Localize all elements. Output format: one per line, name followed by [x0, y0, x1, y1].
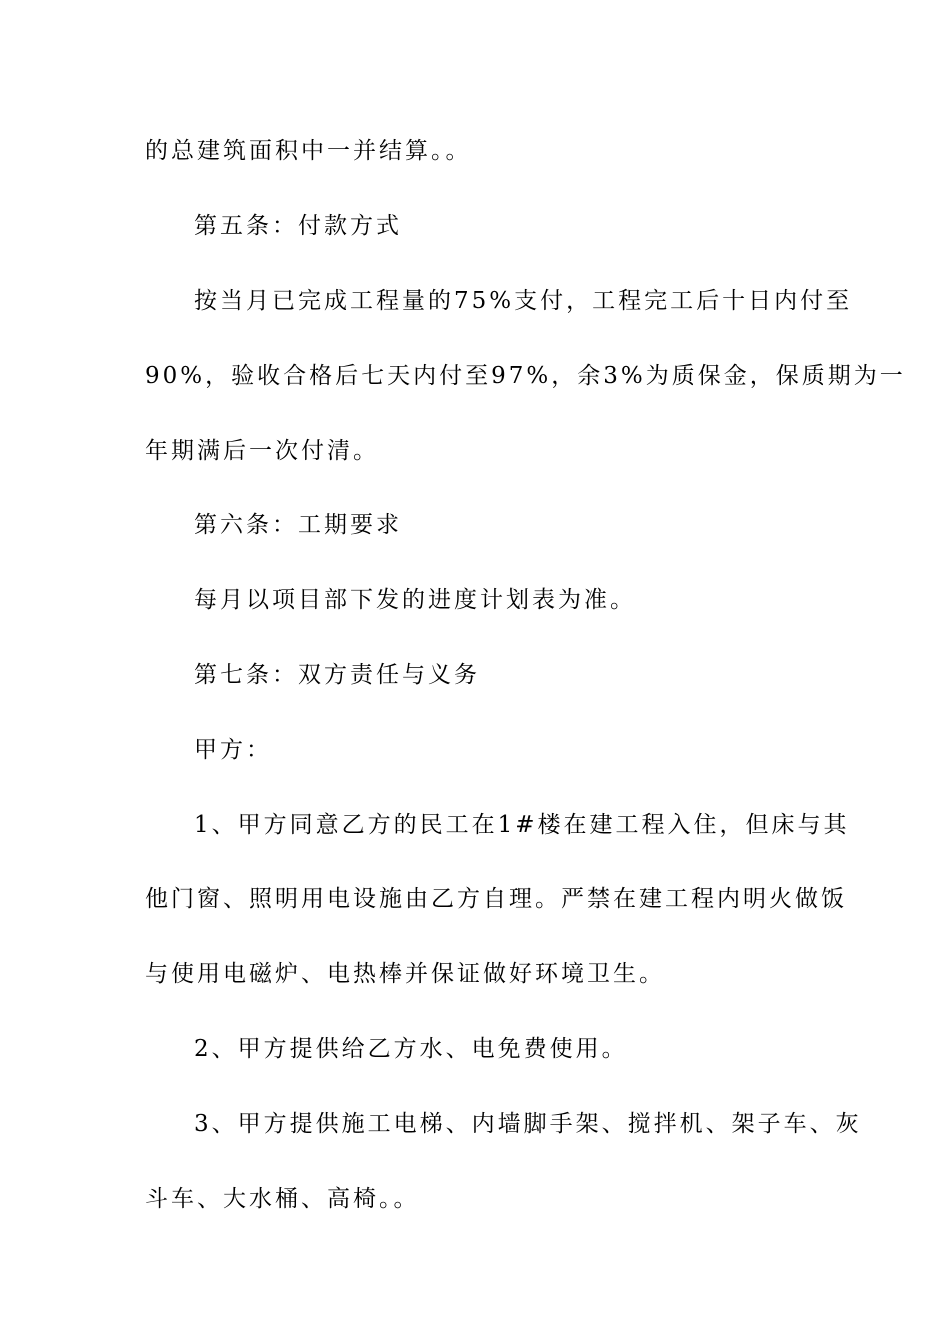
text-line-7: 每月以项目部下发的进度计划表为准。	[194, 587, 636, 613]
text-line-4: 90%，验收合格后七天内付至97%，余3%为质保金，保质期为一	[145, 363, 906, 389]
text-line-14: 3、甲方提供施工电梯、内墙脚手架、搅拌机、架子车、灰	[194, 1111, 862, 1137]
text-line-11: 他门窗、照明用电设施由乙方自理。严禁在建工程内明火做饭	[145, 886, 847, 912]
section-heading-7: 第七条：双方责任与义务	[194, 662, 480, 688]
section-heading-5: 第五条：付款方式	[194, 213, 402, 239]
party-a-label: 甲方：	[194, 737, 272, 763]
text-line-13: 2、甲方提供给乙方水、电免费使用。	[194, 1036, 628, 1062]
text-line-3: 按当月已完成工程量的75%支付，工程完工后十日内付至	[194, 288, 853, 314]
text-line-1: 的总建筑面积中一并结算。。	[145, 138, 472, 164]
text-line-10: 1、甲方同意乙方的民工在1#楼在建工程入住，但床与其	[194, 812, 850, 838]
section-heading-6: 第六条：工期要求	[194, 512, 402, 538]
text-line-15: 斗车、大水桶、高椅。。	[145, 1186, 420, 1212]
text-line-5: 年期满后一次付清。	[145, 438, 379, 464]
text-line-12: 与使用电磁炉、电热棒并保证做好环境卫生。	[145, 961, 665, 987]
